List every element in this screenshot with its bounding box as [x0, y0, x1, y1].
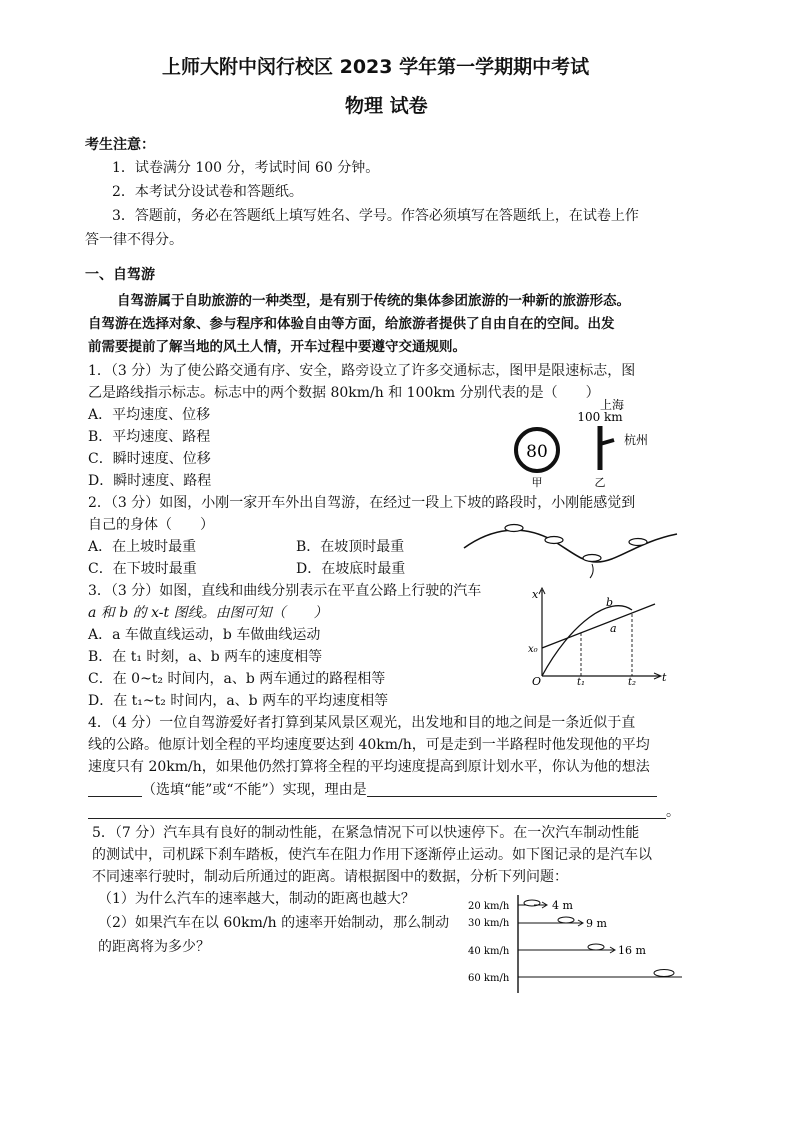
q4-fill-line — [88, 782, 657, 797]
line-a — [542, 604, 655, 648]
q4-stem-3: 速度只有 20km/h，如果他仍然打算将全程的平均速度提高到原计划水平，你认为他的想法 — [88, 759, 650, 775]
page-subtitle: 物理 试卷 — [345, 95, 428, 117]
car-icon — [588, 944, 604, 950]
answer-blank[interactable] — [88, 782, 142, 797]
origin-label: O — [532, 675, 542, 688]
intro-line-2: 自驾游在选择对象、参与程序和体验自由等方面，给旅游者提供了自由自在的空间。出发 — [88, 316, 615, 332]
route-city-1: 上海 — [599, 398, 625, 412]
intro-line-1: 自驾游属于自助旅游的一种类型，是有别于传统的集体参团旅游的一种新的旅游形态。 — [117, 293, 630, 309]
curve-b — [542, 606, 632, 676]
q2-stem-2: 自己的身体（ ） — [88, 517, 214, 533]
hilly-road-figure — [462, 520, 682, 582]
q2-option-d: D．在坡底时最重 — [296, 561, 406, 577]
section-heading: 一、自驾游 — [85, 267, 155, 283]
q4-stem-1: 4．（4 分）一位自驾游爱好者打算到某风景区观光，出发地和目的地之间是一条近似于直 — [88, 715, 636, 731]
notice-item-1: 1．试卷满分 100 分，考试时间 60 分钟。 — [112, 160, 380, 176]
route-distance: 100 km — [577, 410, 623, 424]
brake-speed-3: 40 km/h — [468, 946, 510, 957]
q1-option-a: A．平均速度、位移 — [88, 407, 211, 423]
brake-dist-3: 16 m — [618, 944, 646, 957]
reason-blank[interactable] — [367, 782, 657, 797]
route-city-2: 杭州 — [624, 433, 649, 447]
q3-option-b: B．在 t₁ 时刻，a、b 两车的速度相等 — [88, 649, 323, 665]
q1-stem-2: 乙是路线指示标志。标志中的两个数据 80km/h 和 100km 分别代表的是（ ） — [88, 385, 600, 401]
q1-stem-1: 1．（3 分）为了使公路交通有序、安全，路旁设立了许多交通标志，图甲是限速标志，图 — [88, 363, 636, 379]
q1-option-d: D．瞬时速度、路程 — [88, 473, 212, 489]
q4-stem-2: 线的公路。他原计划全程的平均速度要达到 40km/h，可是走到一半路程时他发现他的平均 — [88, 737, 650, 753]
q5-stem-2: 的测试中，司机踩下刹车踏板，使汽车在阻力作用下逐渐停止运动。如下图记录的是汽车以 — [92, 847, 652, 863]
q5-sub-2: （2）如果汽车在以 60km/h 的速率开始制动，那么制动 — [98, 915, 450, 931]
t2-label: t₂ — [628, 677, 637, 688]
intro-line-3: 前需要提前了解当地的风土人情，开车过程中要遵守交通规则。 — [88, 339, 466, 355]
notice-item-2: 2．本考试分设试卷和答题纸。 — [112, 184, 303, 200]
sign-label-jia: 甲 — [531, 476, 543, 489]
notice-item-3: 3．答题前，务必在答题纸上填写姓名、学号。作答必须填写在答题纸上，在试卷上作 — [112, 208, 639, 224]
q5-stem-3: 不同速率行驶时，制动后所通过的距离。请根据图中的数据，分析下列问题： — [92, 869, 568, 885]
sign-label-yi: 乙 — [594, 476, 606, 489]
line-a-label: a — [610, 622, 617, 635]
q4-fill-text: （选填“能”或“不能”）实现，理由是 — [142, 782, 367, 798]
q3-stem-2: a 和 b 的 x-t 图线。由图可知（ ） — [88, 605, 328, 621]
speed-limit-value: 80 — [526, 442, 548, 462]
t1-label: t₁ — [577, 677, 586, 688]
brake-dist-1: 4 m — [552, 899, 573, 912]
q2-option-c: C．在下坡时最重 — [88, 561, 197, 577]
reason-blank-2[interactable] — [88, 804, 666, 819]
q1-option-c: C．瞬时速度、位移 — [88, 451, 211, 467]
axis-label-t: t — [662, 671, 667, 684]
q5-sub-2-cont: 的距离将为多少？ — [98, 939, 210, 955]
car-icon — [654, 970, 674, 977]
road-curve — [464, 530, 677, 562]
axis-label-x: x — [532, 588, 539, 601]
brake-speed-2: 30 km/h — [468, 918, 510, 929]
page-title: 上师大附中闵行校区 2023 学年第一学期期中考试 — [162, 56, 590, 78]
q5-sub-1: （1）为什么汽车的速率越大，制动的距离也越大？ — [98, 891, 415, 907]
traffic-signs-figure — [500, 398, 670, 490]
q3-option-c: C．在 0~t₂ 时间内，a、b 两车通过的路程相等 — [88, 671, 386, 687]
q5-stem-1: 5．（7 分）汽车具有良好的制动性能，在紧急情况下可以快速停下。在一次汽车制动性能 — [92, 825, 640, 841]
q2-option-a: A．在上坡时最重 — [88, 539, 197, 555]
brake-dist-2: 9 m — [586, 917, 607, 930]
q4-reason-line-2 — [88, 804, 680, 819]
brake-speed-4: 60 km/h — [468, 973, 510, 984]
notice-heading: 考生注意： — [85, 137, 155, 153]
xt-graph-figure — [528, 584, 670, 688]
q2-stem-1: 2．（3 分）如图，小刚一家开车外出自驾游，在经过一段上下坡的路段时，小刚能感觉到 — [88, 495, 636, 511]
q4-period: 。 — [666, 804, 680, 820]
q1-option-b: B．平均速度、路程 — [88, 429, 211, 445]
x0-label: x₀ — [528, 644, 538, 655]
q2-option-b: B．在坡顶时最重 — [296, 539, 405, 555]
q3-stem-1: 3．（3 分）如图，直线和曲线分别表示在平直公路上行驶的汽车 — [88, 583, 482, 599]
car-icon — [558, 917, 574, 923]
braking-distance-figure — [462, 893, 694, 997]
brake-speed-1: 20 km/h — [468, 901, 510, 912]
curve-b-label: b — [606, 596, 614, 609]
q3-option-a: A．a 车做直线运动，b 车做曲线运动 — [88, 627, 321, 643]
notice-item-3-cont: 答一律不得分。 — [85, 232, 183, 248]
q3-option-d: D．在 t₁~t₂ 时间内，a、b 两车的平均速度相等 — [88, 693, 389, 709]
